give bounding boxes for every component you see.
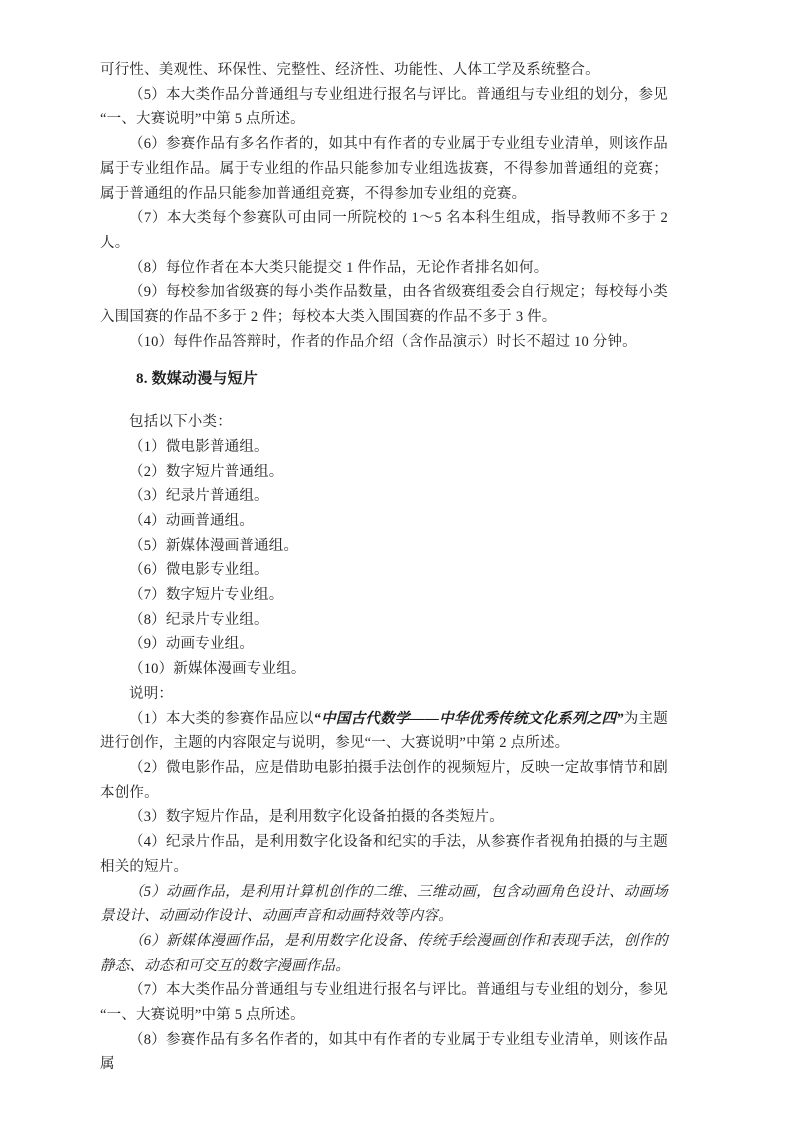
note-1-post: 为主题进行创作，主题的内容限定与说明，参见“一、大赛说明”中第 2 点所述。 (100, 710, 668, 752)
note-item-3: （3）数字短片作品，是利用数字化设备拍摄的各类短片。 (129, 809, 504, 826)
paragraph-continuation: 可行性、美观性、环保性、完整性、经济性、功能性、人体工学及系统整合。 (100, 62, 600, 78)
paragraph-item-8: （8）每位作者在本大类只能提交 1 件作品，无论作者排名如何。 (129, 259, 549, 276)
subcategory-item: （5）新媒体漫画普通组。 (129, 537, 299, 554)
subcategory-item: （4）动画普通组。 (129, 512, 255, 529)
note-1-theme-title: “中国古代数学——中华优秀传统文化系列之四” (313, 710, 624, 727)
subcategory-item: （8）纪录片专业组。 (129, 611, 269, 628)
note-item-1 (100, 707, 668, 756)
subcategory-item: （9）动画专业组。 (129, 636, 255, 653)
subcategory-item: （6）微电影专业组。 (129, 562, 269, 579)
note-item-7: （7）本大类作品分普通组与专业组进行报名与评比。普通组与专业组的划分，参见“一、大赛说明”中第 5 点所述。 (100, 982, 668, 1024)
paragraph-item-10: （10）每件作品答辩时，作者的作品介绍（含作品演示）时长不超过 10 分钟。 (129, 333, 637, 350)
subcategory-item: （7）数字短片专业组。 (129, 587, 284, 604)
subcategory-item: （10）新媒体漫画专业组。 (129, 661, 306, 678)
subcategories-intro: 包括以下小类： (129, 414, 232, 431)
subcategory-item: （3）纪录片普通组。 (129, 488, 269, 505)
note-item-5: （5）动画作品，是利用计算机创作的二维、三维动画，包含动画角色设计、动画场景设计、动画动作设计、动画声音和动画特效等内容。 (100, 883, 668, 925)
notes-label: 说明： (129, 685, 174, 702)
note-1-pre: （1）本大类的参赛作品应以 (129, 710, 314, 727)
page-content (100, 58, 668, 1077)
paragraph-item-6: （6）参赛作品有多名作者的，如其中有作者的专业属于专业组专业清单，则该作品属于专业组作品。属于专业组的作品只能参加专业组选拔赛，不得参加普通组的竞赛；属于普通组的作品只能参加普通组竞赛，不得参加专业组的竞赛。 (100, 136, 668, 202)
paragraph-item-7: （7）本大类每个参赛队可由同一所院校的 1～5 名本科生组成，指导教师不多于 2 人。 (100, 210, 668, 251)
section-heading: 8. 数媒动漫与短片 (136, 371, 259, 388)
note-item-2: （2）微电影作品，应是借助电影拍摄手法创作的视频短片，反映一定故事情节和剧本创作。 (100, 759, 668, 801)
subcategory-item: （1）微电影普通组。 (129, 438, 269, 455)
subcategory-item: （2）数字短片普通组。 (129, 463, 284, 480)
note-item-8: （8）参赛作品有多名作者的，如其中有作者的专业属于专业组专业清单，则该作品属 (100, 1031, 668, 1073)
paragraph-item-5: （5）本大类作品分普通组与专业组进行报名与评比。普通组与专业组的划分，参见“一、大赛说明”中第 5 点所述。 (100, 86, 668, 128)
note-item-6: （6）新媒体漫画作品，是利用数字化设备、传统手绘漫画创作和表现手法，创作的静态、动态和可交互的数字漫画作品。 (100, 932, 668, 974)
note-item-4: （4）纪录片作品，是利用数字化设备和纪实的手法，从参赛作者视角拍摄的与主题相关的短片。 (100, 834, 668, 875)
paragraph-item-9: （9）每校参加省级赛的每小类作品数量，由各省级赛组委会自行规定；每校每小类入围国赛的作品不多于 2 件；每校本大类入围国赛的作品不多于 3 件。 (100, 284, 668, 326)
